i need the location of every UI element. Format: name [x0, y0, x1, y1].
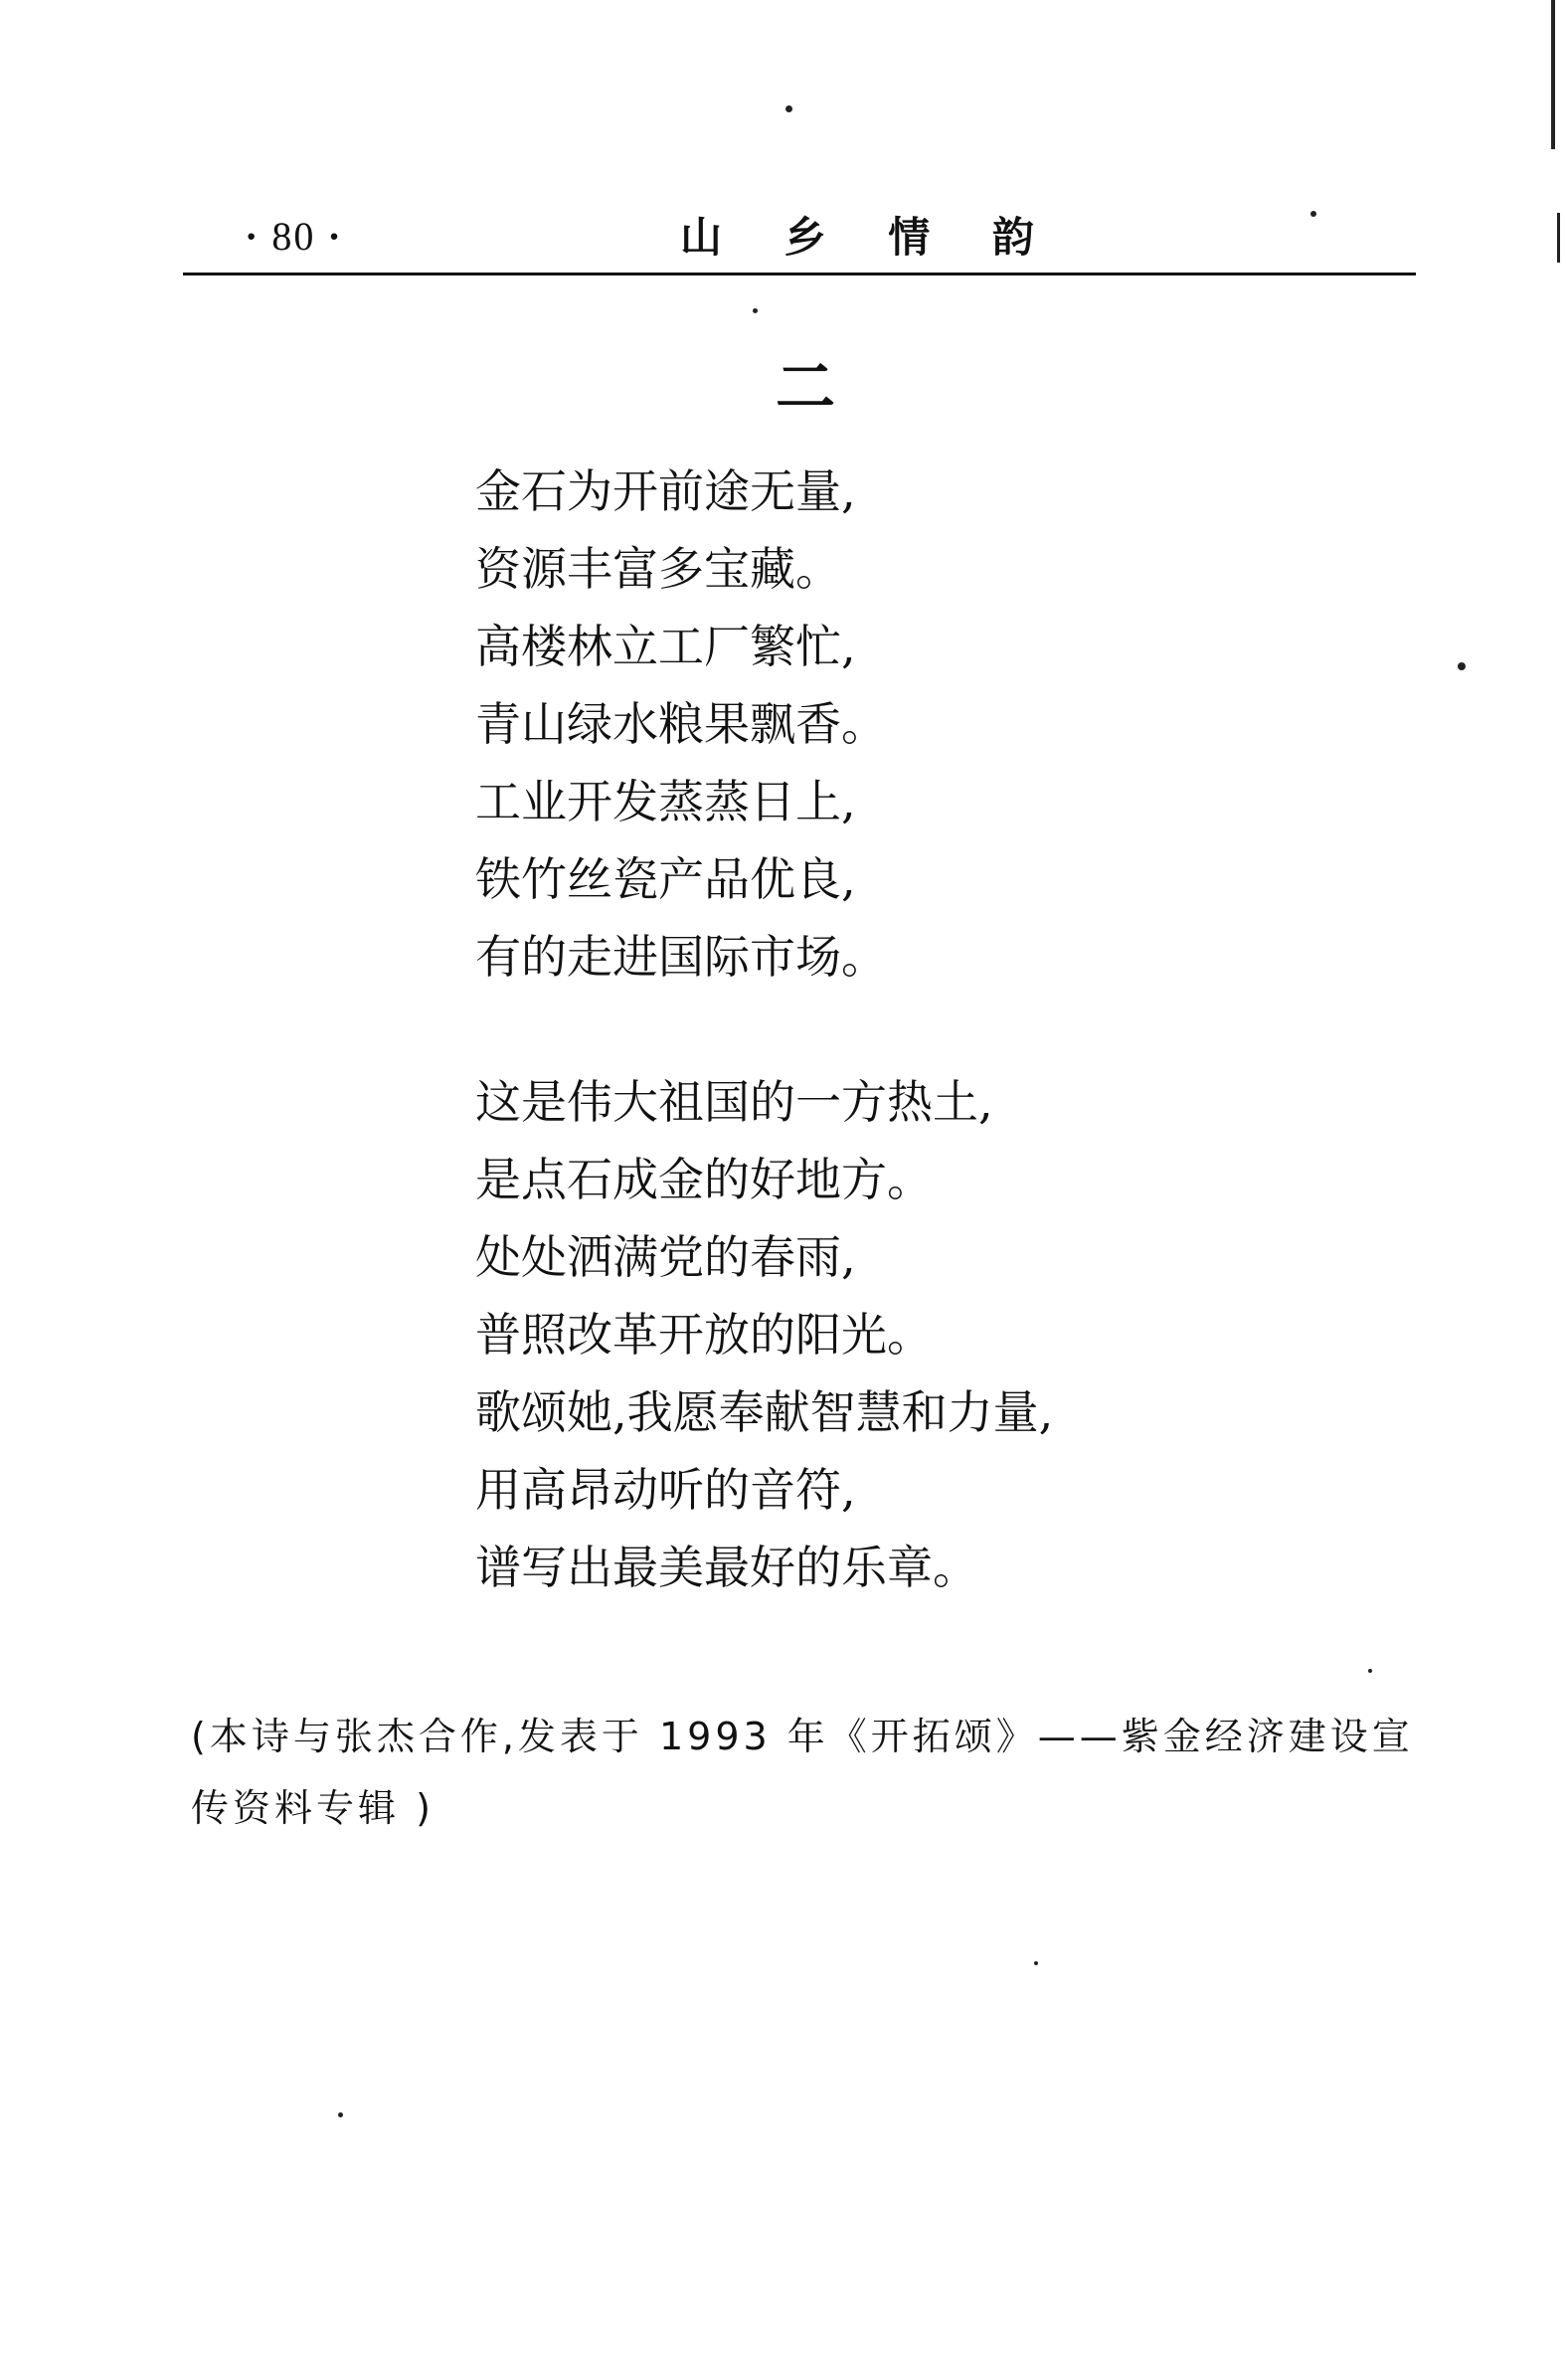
poem [475, 453, 1053, 1674]
scan-speck [1458, 662, 1466, 670]
poem-line: 资源丰富多宝藏。 [475, 542, 841, 596]
stanza-1 [475, 453, 1053, 996]
scan-speck [338, 2112, 343, 2117]
poem-line: 青山绿水粮果飘香。 [475, 697, 887, 751]
stanza-2 [475, 1063, 1053, 1606]
page-edge-mark [1551, 0, 1555, 149]
poem-line: 谱写出最美最好的乐章。 [475, 1541, 978, 1594]
poem-line: 铁竹丝瓷产品优良, [475, 852, 856, 906]
poem-line: 工业开发蒸蒸日上, [475, 775, 856, 828]
scan-speck [1368, 1669, 1372, 1673]
poem-line: 普照改革开放的阳光。 [475, 1308, 933, 1362]
scan-speck [1034, 1961, 1038, 1965]
publication-note: (本诗与张杰合作,发表于 1993 年《开拓颂》——紫金经济建设宣传资料专辑 ) [191, 1715, 1414, 1830]
page-number-value: 80 [271, 214, 316, 259]
poem-line: 这是伟大祖国的一方热土, [475, 1075, 993, 1129]
header-rule [183, 273, 1416, 275]
scan-speck [1310, 211, 1316, 217]
poem-line: 有的走进国际市场。 [475, 930, 887, 984]
poem-line: 用高昂动听的音符, [475, 1463, 856, 1517]
page-number-dot-right: · [327, 214, 343, 259]
poem-line: 是点石成金的好地方。 [475, 1153, 933, 1206]
running-header [183, 199, 1416, 269]
poem-line: 处处洒满党的春雨, [475, 1230, 856, 1284]
scan-speck [785, 105, 792, 112]
poem-line: 金石为开前途无量, [475, 464, 856, 518]
running-title: 山 乡 情 韵 [680, 213, 1058, 262]
poem-line: 歌颂她,我愿奉献智慧和力量, [475, 1385, 1054, 1439]
page-edge-mark [1557, 213, 1560, 263]
section-number: 二 [776, 353, 835, 423]
page-number-dot-left: · [245, 214, 261, 259]
page-number [233, 213, 355, 260]
scan-speck [753, 308, 758, 313]
poem-line: 高楼林立工厂繁忙, [475, 620, 856, 673]
